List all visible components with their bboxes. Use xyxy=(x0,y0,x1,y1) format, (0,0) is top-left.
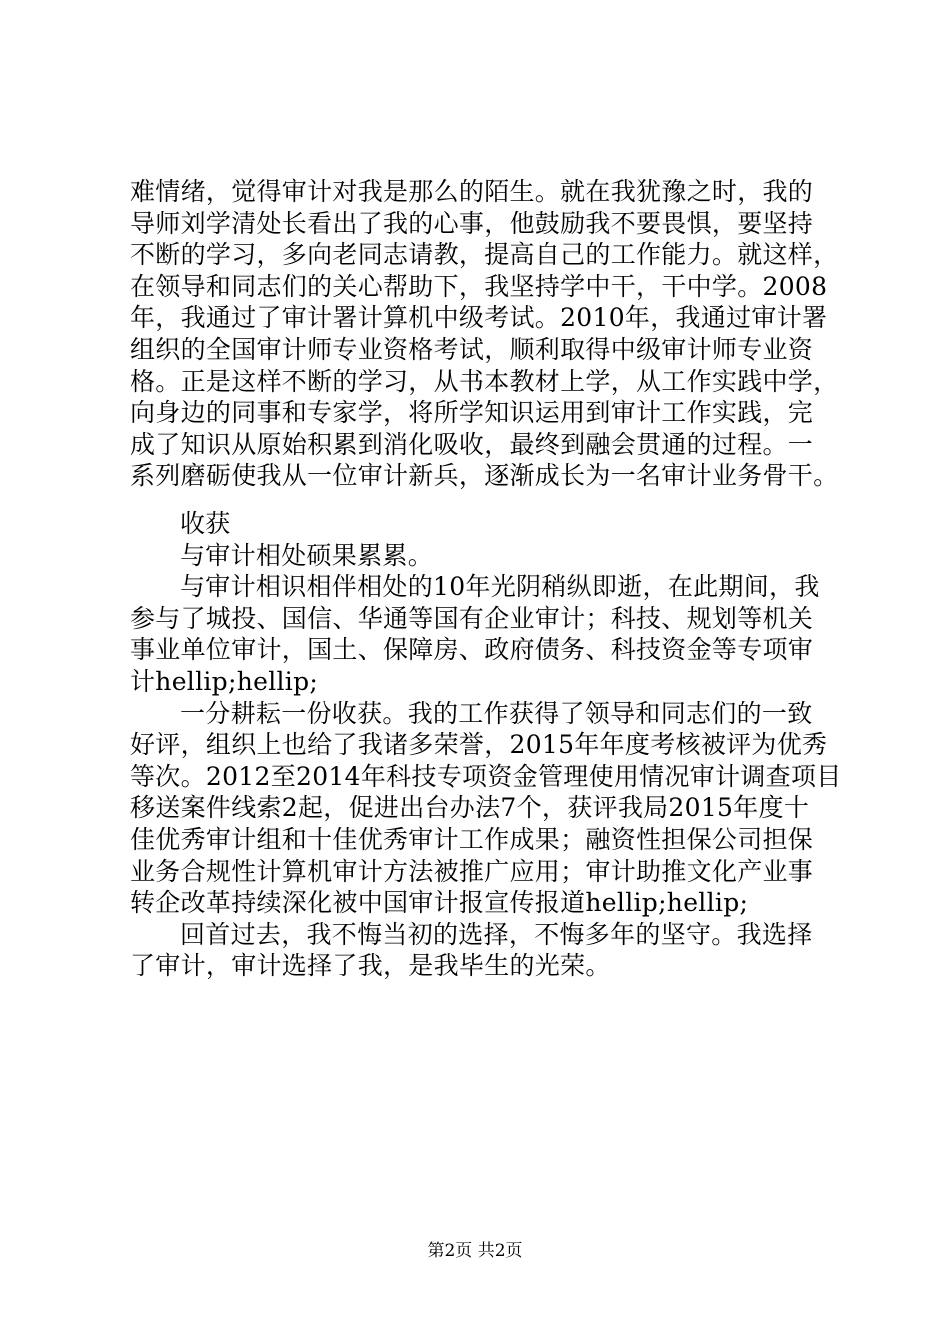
section-subheading: 与审计相处硕果累累。 xyxy=(180,540,434,570)
text-line: 参与了城投、国信、华通等国有企业审计；科技、规划等机关 xyxy=(130,603,814,633)
text-line: 导师刘学清处长看出了我的心事，他鼓励我不要畏惧，要坚持 xyxy=(130,208,814,238)
text-line: 与审计相识相伴相处的10年光阴稍纵即逝，在此期间，我 xyxy=(180,572,820,602)
text-line: 转企改革持续深化被中国审计报宣传报道hellip;hellip; xyxy=(130,888,749,918)
text-line: 佳优秀审计组和十佳优秀审计工作成果；融资性担保公司担保 xyxy=(130,824,814,854)
text-line: 不断的学习，多向老同志请教，提高自己的工作能力。就这样， xyxy=(130,240,839,270)
paragraph-conclusion xyxy=(130,919,830,982)
section-harvest xyxy=(130,508,842,982)
text-line: 成了知识从原始积累到消化吸收，最终到融会贯通的过程。一 xyxy=(130,429,814,459)
text-line: 向身边的同事和专家学，将所学知识运用到审计工作实践，完 xyxy=(130,398,814,428)
text-line: 业务合规性计算机审计方法被推广应用；审计助推文化产业事 xyxy=(130,856,814,886)
text-line: 难情绪，觉得审计对我是那么的陌生。就在我犹豫之时，我的 xyxy=(130,177,814,206)
paragraph-learning xyxy=(130,176,839,492)
text-line: 系列磨砺使我从一位审计新兵，逐渐成长为一名审计业务骨干。 xyxy=(130,461,839,491)
paragraph-experience xyxy=(130,571,830,697)
text-line: 好评，组织上也给了我诸多荣誉，2015年年度考核被评为优秀 xyxy=(130,730,828,760)
text-line: 事业单位审计，国土、保障房、政府债务、科技资金等专项审 xyxy=(130,635,814,665)
text-line: 格。正是这样不断的学习，从书本教材上学，从工作实践中学， xyxy=(130,366,839,396)
text-line: 年，我通过了审计署计算机中级考试。2010年，我通过审计署 xyxy=(130,303,828,333)
section-heading: 收获 xyxy=(180,509,231,538)
text-line: 组织的全国审计师专业资格考试，顺利取得中级审计师专业资 xyxy=(130,334,814,364)
text-line: 在领导和同志们的关心帮助下，我坚持学中干，干中学。2008 xyxy=(130,271,828,301)
text-line: 一分耕耘一份收获。我的工作获得了领导和同志们的一致 xyxy=(180,698,813,728)
text-line: 了审计，审计选择了我，是我毕生的光荣。 xyxy=(130,951,611,981)
text-line: 移送案件线索2起，促进出台办法7个，获评我局2015年度十 xyxy=(130,793,810,823)
text-line: 回首过去，我不悔当初的选择，不悔多年的坚守。我选择 xyxy=(180,919,813,949)
text-line: 计hellip;hellip; xyxy=(130,666,319,696)
page-footer: 第2页 共2页 xyxy=(427,1241,523,1261)
paragraph-honors xyxy=(130,698,842,919)
text-line: 等次。2012至2014年科技专项资金管理使用情况审计调查项目 xyxy=(130,761,842,791)
